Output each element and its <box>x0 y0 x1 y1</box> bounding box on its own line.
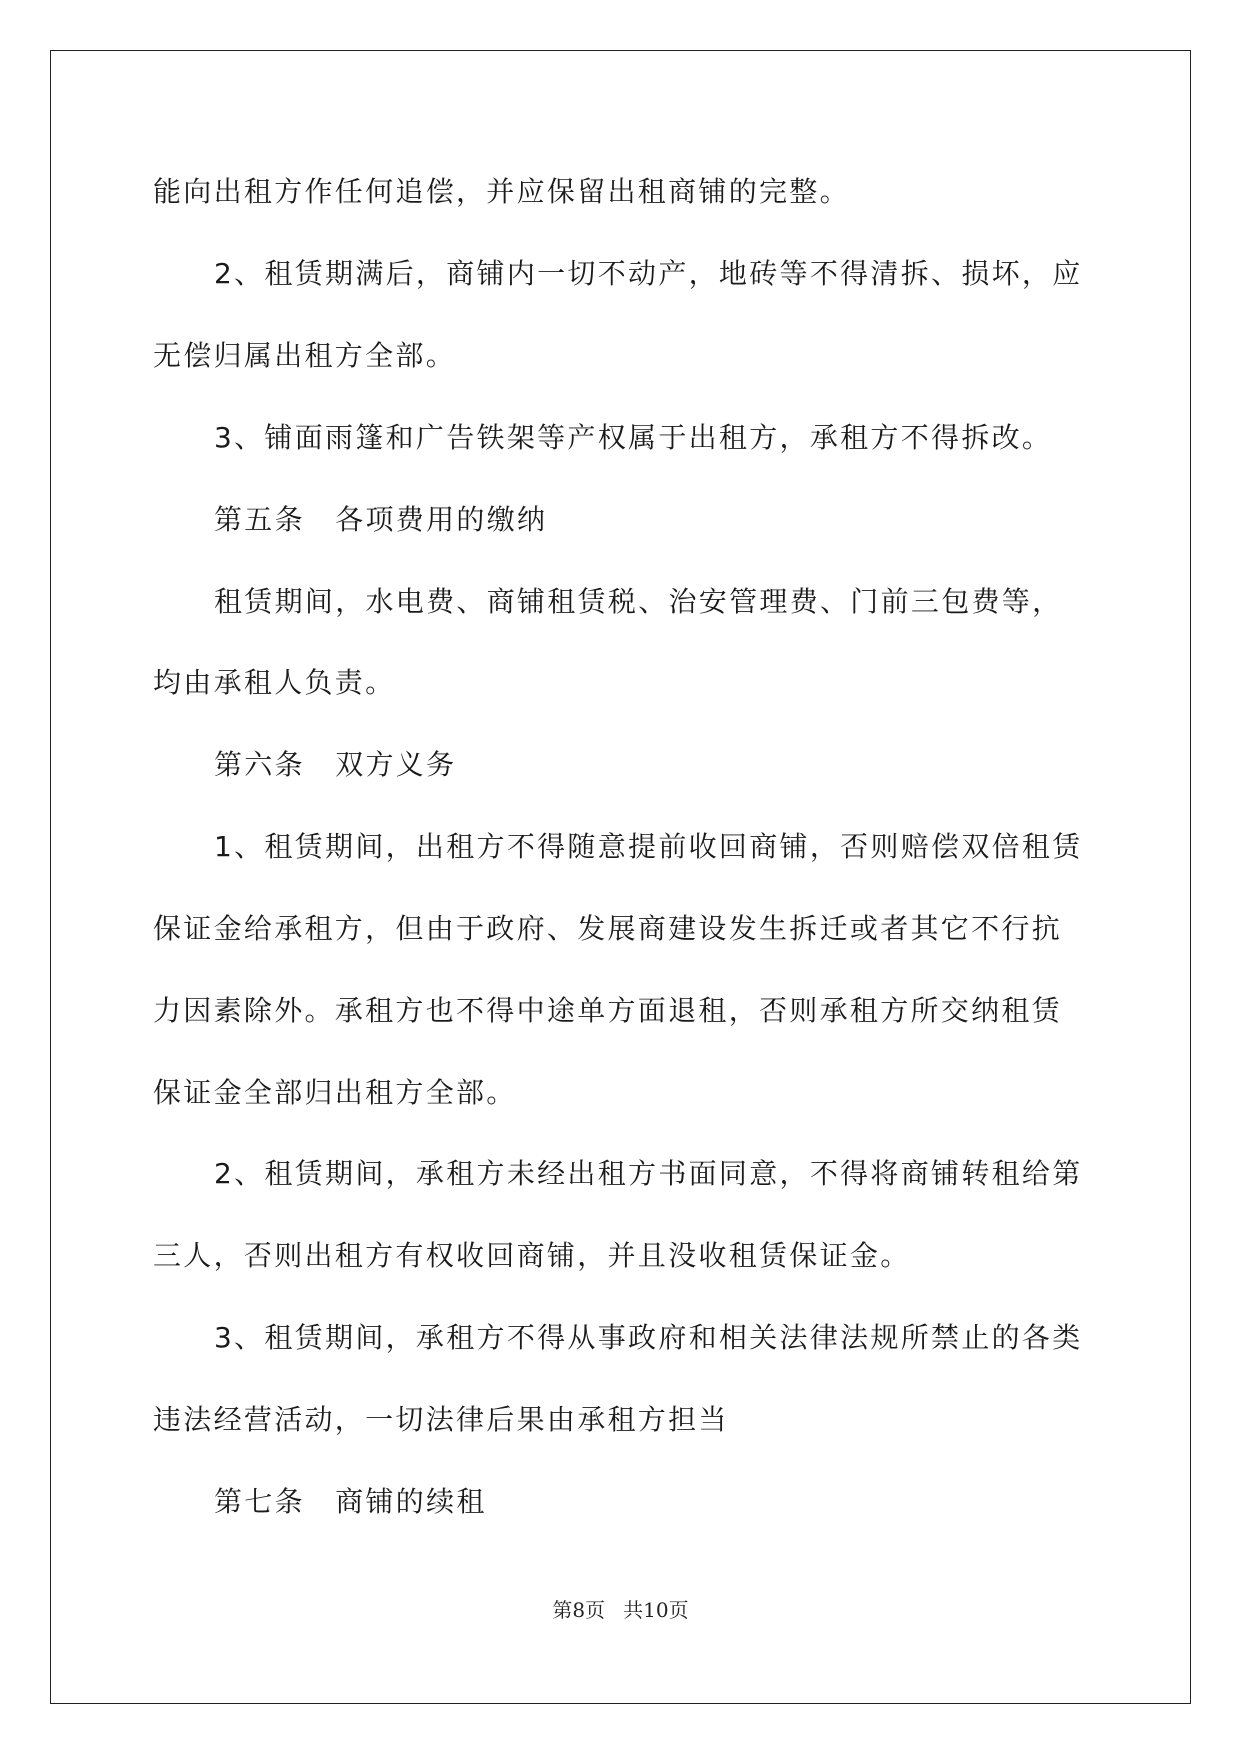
text-line: 1、租赁期间，出租方不得随意提前收回商铺，否则赔偿双倍租赁 <box>214 830 1083 863</box>
page-total: 共10页 <box>623 1598 689 1622</box>
text-line: 租赁期间，水电费、商铺租赁税、治安管理费、门前三包费等， <box>214 585 1063 618</box>
text-line: 能向出租方作任何追偿，并应保留出租商铺的完整。 <box>153 175 850 208</box>
text-line: 3、租赁期间，承租方不得从事政府和相关法律法规所禁止的各类 <box>214 1321 1083 1354</box>
text-line: 2、租赁期满后，商铺内一切不动产，地砖等不得清拆、损坏，应 <box>214 257 1083 290</box>
text-line: 保证金全部归出租方全部。 <box>153 1076 517 1109</box>
text-line: 保证金给承租方，但由于政府、发展商建设发生拆迁或者其它不行抗 <box>153 912 1063 945</box>
text-line: 力因素除外。承租方也不得中途单方面退租，否则承租方所交纳租赁 <box>153 994 1063 1027</box>
text-line: 2、租赁期间，承租方未经出租方书面同意，不得将商铺转租给第 <box>214 1157 1083 1190</box>
section-heading: 第五条 各项费用的缴纳 <box>214 503 548 536</box>
section-heading: 第六条 双方义务 <box>214 748 457 781</box>
text-line: 均由承租人负责。 <box>153 666 396 699</box>
text-line: 3、铺面雨篷和广告铁架等产权属于出租方，承租方不得拆改。 <box>214 421 1053 454</box>
page-number: 第8页 <box>552 1598 606 1622</box>
text-line: 三人，否则出租方有权收回商铺，并且没收租赁保证金。 <box>153 1239 911 1272</box>
text-line: 无偿归属出租方全部。 <box>153 339 457 372</box>
page-footer <box>0 1598 1241 1622</box>
section-heading: 第七条 商铺的续租 <box>214 1485 487 1518</box>
text-line: 违法经营活动，一切法律后果由承租方担当 <box>153 1403 729 1436</box>
page-border <box>50 50 1191 1704</box>
